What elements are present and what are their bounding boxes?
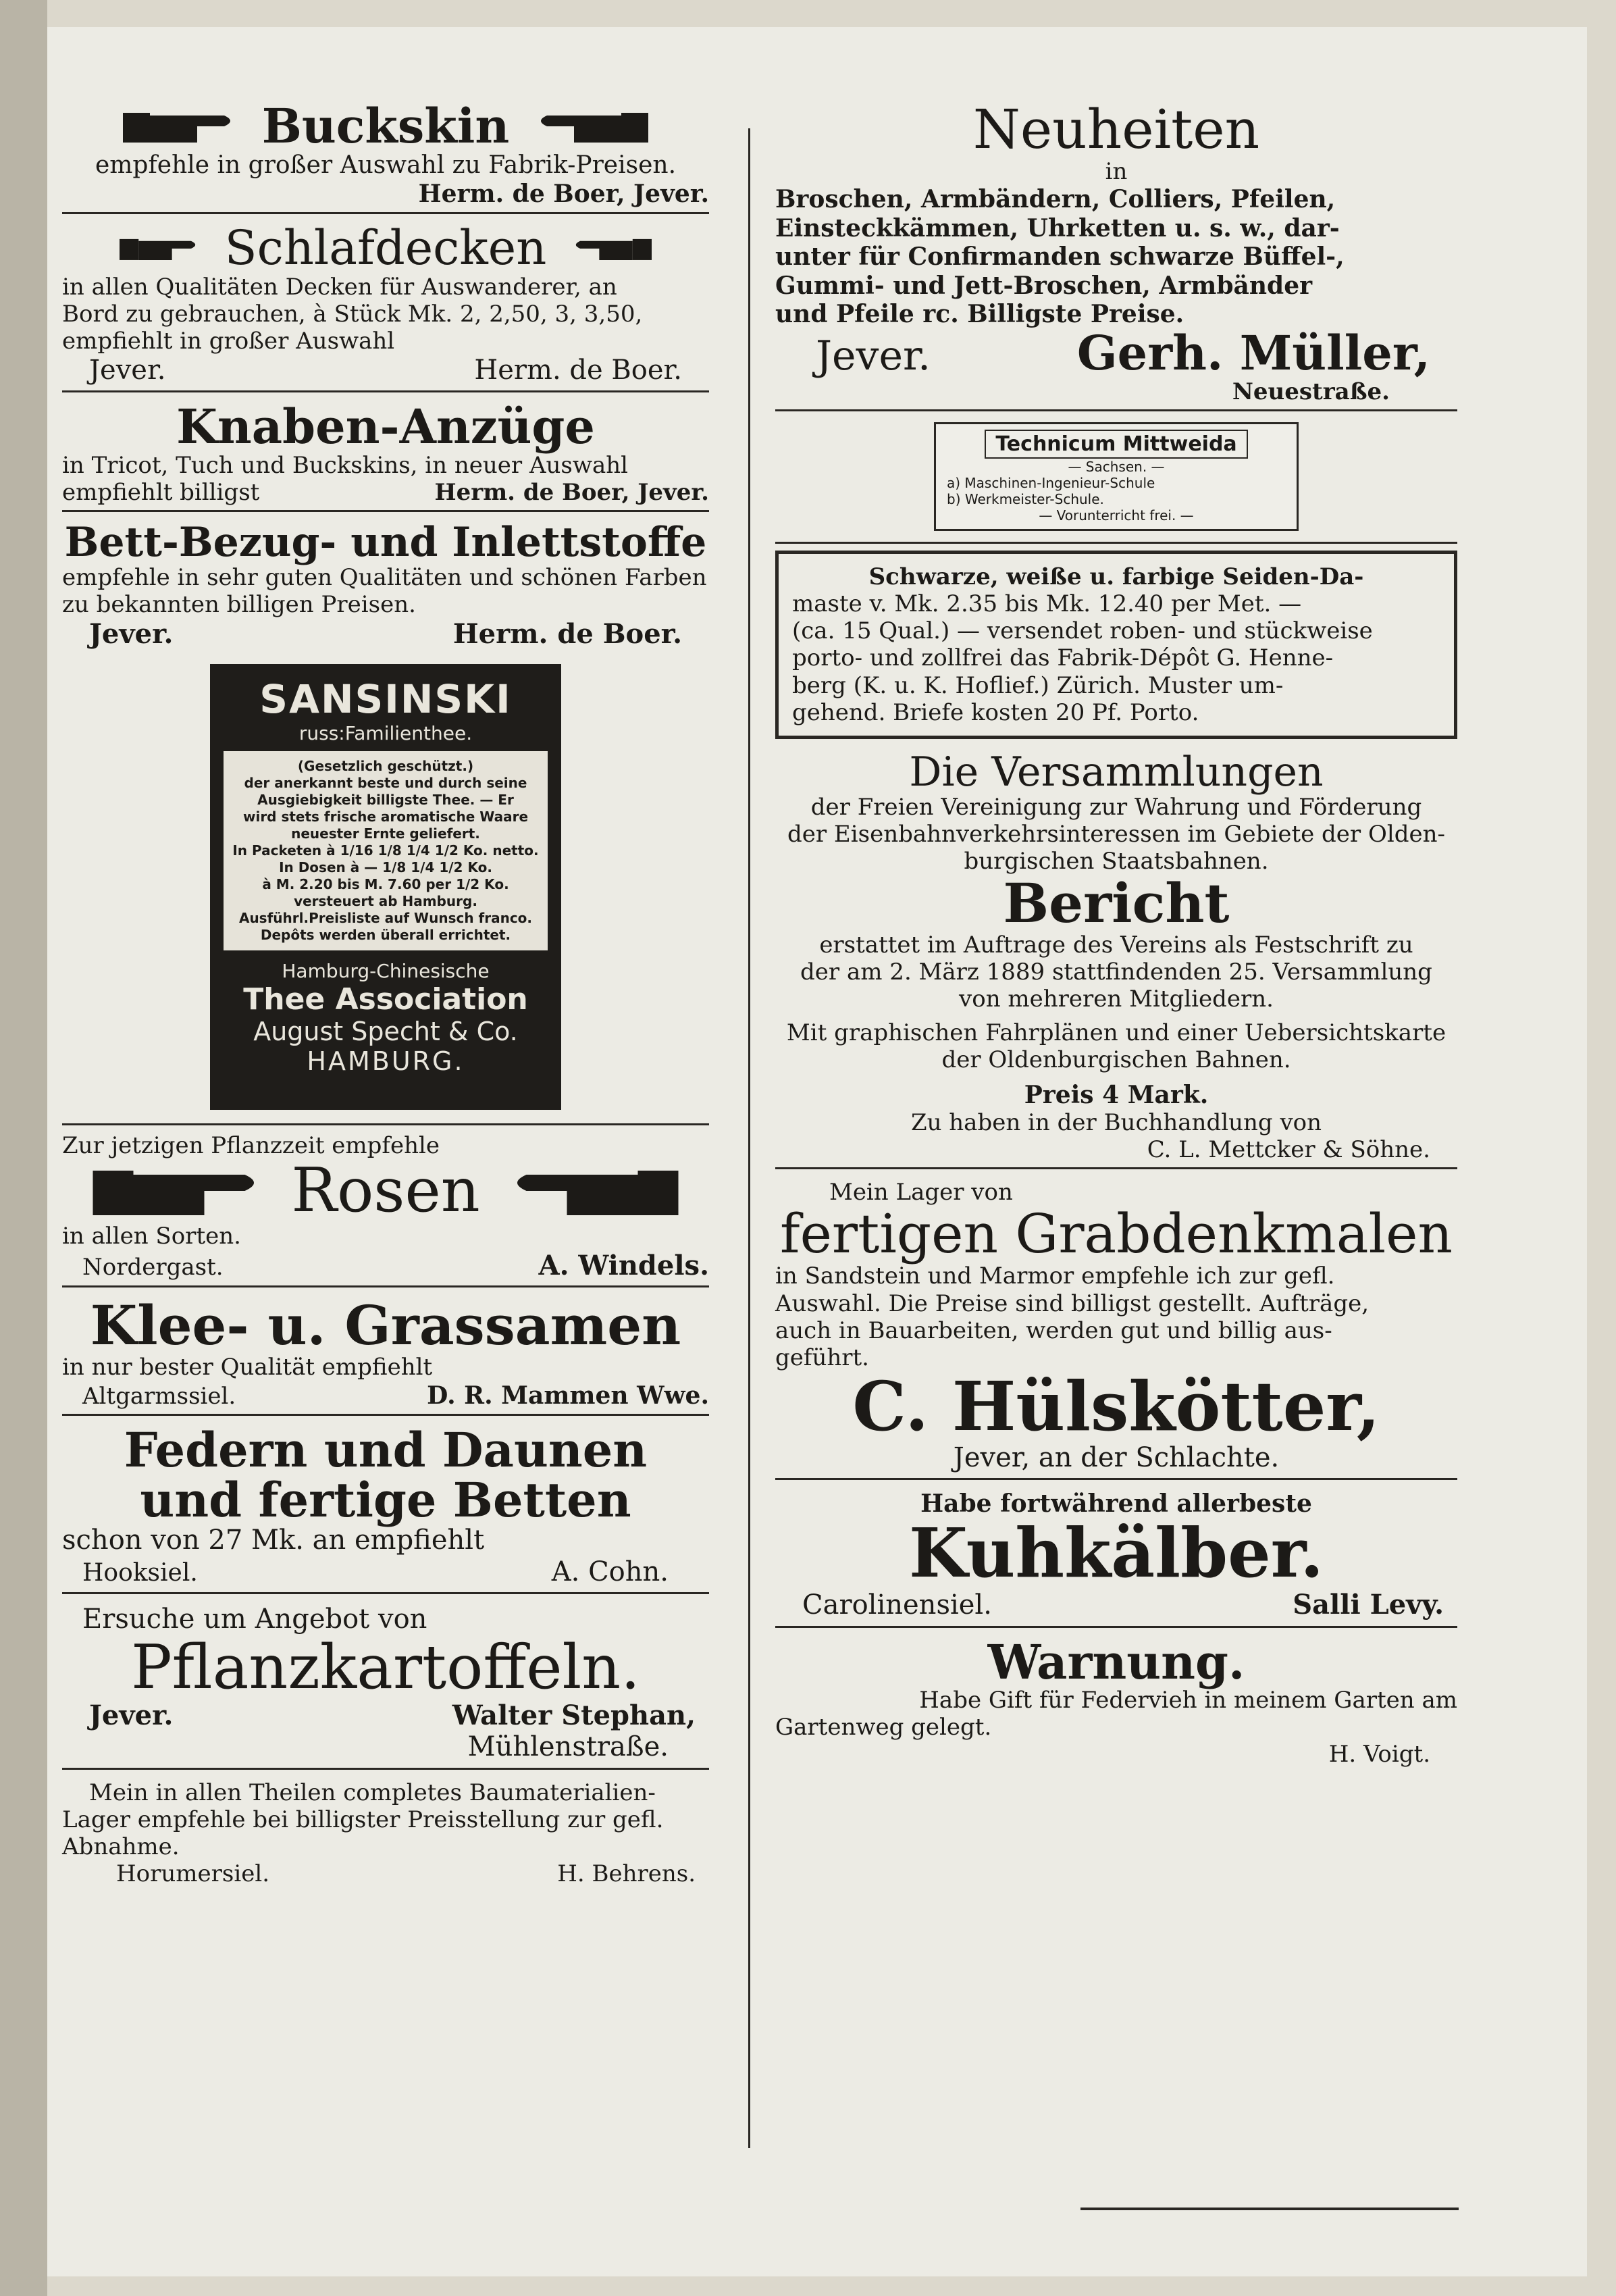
seide-line4: porto- und zollfrei das Fabrik-Dépôt G. Henne- <box>792 644 1334 672</box>
schlafdecken-line1: in allen Qualitäten Decken für Auswanderer, an <box>62 273 617 301</box>
ad-rosen <box>62 1132 709 1288</box>
bau-line3: Abnahme. <box>62 1833 180 1860</box>
divider <box>62 1123 709 1125</box>
neuheiten-line1: Broschen, Armbändern, Colliers, Pfeilen, <box>775 185 1336 214</box>
bett-signature: Herm. de Boer. <box>452 618 682 650</box>
kartoffeln-title: Pflanzkartoffeln. <box>131 1631 640 1703</box>
neuheiten-line3: unter für Confirmanden schwarze Büffel-, <box>775 243 1345 272</box>
federn-place: Hooksiel. <box>82 1559 198 1587</box>
seide-line5: berg (K. u. K. Hoflief.) Zürich. Muster um- <box>792 671 1284 699</box>
versammlungen-line1: der Freien Vereinigung zur Wahrung und Förderung <box>810 793 1422 821</box>
bett-place: Jever. <box>89 618 174 650</box>
kartoffeln-place: Jever. <box>89 1700 174 1732</box>
rosen-place: Nordergast. <box>82 1254 224 1281</box>
tea-footer-2: Thee Association <box>243 981 528 1017</box>
bett-line1: empfehle in sehr guten Qualitäten und schönen Farben <box>62 564 707 592</box>
ad-knaben-anzuege <box>62 399 709 512</box>
tea-line: Ausgiebigkeit billigste Thee. — Er <box>257 791 514 808</box>
ad-federn-daunen <box>62 1422 709 1594</box>
neuheiten-line4: Gummi- und Jett-Broschen, Armbänder <box>775 271 1313 300</box>
bau-signature: H. Behrens. <box>557 1860 696 1887</box>
divider <box>62 390 709 392</box>
ad-seiden-damaste <box>775 551 1457 739</box>
grab-line1: in Sandstein und Marmor empfehle ich zur gefl. <box>775 1262 1335 1290</box>
column-divider <box>748 128 750 2148</box>
tea-details <box>224 751 548 950</box>
tea-line: neuester Ernte geliefert. <box>291 825 480 842</box>
versammlungen-price: Preis 4 Mark. <box>1024 1080 1209 1109</box>
knaben-line2: empfiehlt billigst <box>62 479 260 507</box>
pointing-hand-right-icon <box>120 228 201 269</box>
tea-line: In Dosen à — 1/8 1/4 1/2 Ko. <box>279 859 492 875</box>
ad-warnung <box>775 1633 1457 1768</box>
pointing-hand-left-icon <box>504 1160 680 1221</box>
neuheiten-line2: Einsteckkämmen, Uhrketten u. s. w., dar- <box>775 213 1340 243</box>
divider <box>775 1626 1457 1628</box>
neuheiten-in: in <box>1105 158 1128 185</box>
klee-line1: in nur bester Qualität empfiehlt <box>62 1354 433 1381</box>
kartoffeln-pre: Ersuche um Angebot von <box>82 1604 427 1635</box>
divider <box>775 409 1457 411</box>
right-column <box>775 98 1457 1778</box>
federn-title-1: Federn und Daunen <box>124 1422 648 1479</box>
buckskin-title: Buckskin <box>261 98 510 154</box>
federn-title-2: und fertige Betten <box>140 1471 631 1528</box>
klee-place: Altgarmssiel. <box>82 1382 236 1410</box>
warnung-line1: Habe Gift für Federvieh in meinem Garten am <box>919 1687 1457 1714</box>
kuh-signature: Salli Levy. <box>1293 1589 1444 1621</box>
divider <box>62 510 709 512</box>
tea-line: In Packeten à 1/16 1/8 1/4 1/2 Ko. netto. <box>232 842 539 859</box>
grab-line4: geführt. <box>775 1344 869 1371</box>
bau-line1: Mein in allen Theilen completes Baumaterialien- <box>89 1779 656 1806</box>
federn-signature: A. Cohn. <box>551 1556 669 1588</box>
bett-title: Bett-Bezug- und Inlettstoffe <box>64 519 707 567</box>
ad-pflanzkartoffeln <box>62 1604 709 1769</box>
klee-signature: D. R. Mammen Wwe. <box>427 1381 709 1410</box>
neuheiten-line5: und Pfeile rc. Billigste Preise. <box>775 299 1184 328</box>
pointing-hand-left-icon <box>571 228 652 269</box>
seide-line6: gehend. Briefe kosten 20 Pf. Porto. <box>792 698 1199 726</box>
ad-klee-grassamen <box>62 1294 709 1416</box>
divider <box>775 1478 1457 1480</box>
divider <box>62 1285 709 1287</box>
kuh-pre: Habe fortwährend allerbeste <box>920 1489 1312 1519</box>
versammlungen-title: Die Versammlungen <box>909 748 1324 796</box>
grab-address: Jever, an der Schlachte. <box>953 1442 1280 1473</box>
ad-technicum-mittweida <box>934 422 1299 531</box>
schlafdecken-title: Schlafdecken <box>224 220 547 276</box>
tea-line: versteuert ab Hamburg. <box>294 892 477 909</box>
bottom-rule <box>1080 2208 1459 2210</box>
technicum-line-c: — Vorunterricht frei. — <box>1039 507 1194 524</box>
schlafdecken-line3: empfiehlt in großer Auswahl <box>62 328 395 355</box>
technicum-line-a: a) Maschinen-Ingenieur-Schule <box>947 475 1155 492</box>
neuheiten-signature: Gerh. Müller, <box>1076 325 1430 382</box>
tea-line: (Gesetzlich geschützt.) <box>297 757 474 774</box>
ad-neuheiten <box>775 98 1457 411</box>
divider <box>62 212 709 214</box>
tea-line: wird stets frische aromatische Waare <box>242 808 529 825</box>
rosen-line1: in allen Sorten. <box>62 1223 241 1250</box>
neuheiten-title: Neuheiten <box>972 98 1260 161</box>
kuh-title: Kuhkälber. <box>908 1513 1324 1593</box>
grab-signature: C. Hülskötter, <box>852 1366 1380 1446</box>
knaben-title: Knaben-Anzüge <box>176 399 595 455</box>
bericht-title: Bericht <box>1003 871 1230 936</box>
schlafdecken-line2: Bord zu gebrauchen, à Stück Mk. 2, 2,50, 3, 3,50, <box>62 301 643 328</box>
ad-sansinski-tea <box>210 664 561 1110</box>
tea-line: à M. 2.20 bis M. 7.60 per 1/2 Ko. <box>262 875 509 892</box>
rosen-pre: Zur jetzigen Pflanzzeit empfehle <box>62 1131 440 1159</box>
neuheiten-place: Jever. <box>816 332 931 380</box>
knaben-line1: in Tricot, Tuch und Buckskins, in neuer Auswahl <box>62 451 628 479</box>
ad-buckskin <box>62 98 709 214</box>
kartoffeln-street: Mühlenstraße. <box>467 1731 669 1763</box>
technicum-title: Technicum Mittweida <box>985 430 1247 459</box>
bau-line2: Lager empfehle bei billigster Preisstellung zur gefl. <box>62 1806 664 1833</box>
technicum-sub: — Sachsen. — <box>1068 459 1165 476</box>
pointing-hand-right-icon <box>123 106 238 147</box>
grab-line2: Auswahl. Die Preise sind billigst gestellt. Aufträge, <box>775 1290 1370 1317</box>
tea-footer-1: Hamburg-Chinesische <box>282 959 490 982</box>
tea-brand: SANSINSKI <box>259 675 512 722</box>
seide-line1: Schwarze, weiße u. farbige Seiden-Da- <box>868 563 1364 591</box>
rosen-signature: A. Windels. <box>538 1250 709 1282</box>
schlafdecken-signature: Herm. de Boer. <box>474 355 682 386</box>
versammlungen-line8: der Oldenburgischen Bahnen. <box>941 1046 1291 1074</box>
tea-subtitle: russ:Familienthee. <box>298 721 473 744</box>
federn-line1: schon von 27 Mk. an empfiehlt <box>62 1525 485 1556</box>
warnung-line2: Gartenweg gelegt. <box>775 1714 992 1741</box>
ad-versammlungen <box>775 748 1457 1170</box>
page-gutter <box>0 0 47 2296</box>
tea-line: Ausführl.Preisliste auf Wunsch franco. <box>238 909 533 926</box>
bett-line2: zu bekannten billigen Preisen. <box>62 591 416 619</box>
grab-title: fertigen Grabdenkmalen <box>779 1202 1453 1266</box>
pointing-hand-right-icon <box>91 1160 267 1221</box>
pointing-hand-left-icon <box>533 106 648 147</box>
versammlungen-line7: Mit graphischen Fahrplänen und einer Uebersichtskarte <box>786 1019 1446 1047</box>
warnung-title: Warnung. <box>987 1633 1245 1690</box>
ad-baumaterialien <box>62 1779 709 1887</box>
versammlungen-line6: von mehreren Mitgliedern. <box>959 986 1274 1013</box>
divider <box>775 1167 1457 1169</box>
versammlungen-line2: der Eisenbahnverkehrsinteressen im Gebiete der Olden- <box>787 820 1445 848</box>
tea-line: der anerkannt beste und durch seine <box>244 774 527 791</box>
ad-bett-bezug <box>62 521 709 650</box>
technicum-line-b: b) Werkmeister-Schule. <box>947 491 1104 508</box>
neuheiten-street: Neuestraße. <box>1232 378 1390 405</box>
schlafdecken-place: Jever. <box>89 355 166 386</box>
divider <box>62 1592 709 1594</box>
tea-footer-4: HAMBURG. <box>307 1046 465 1076</box>
ad-kuhkaelber <box>775 1489 1457 1628</box>
divider <box>62 1768 709 1770</box>
ad-schlafdecken <box>62 220 709 392</box>
versammlungen-line5: der am 2. März 1889 stattfindenden 25. Versammlung <box>800 959 1432 986</box>
buckskin-text: empfehle in großer Auswahl zu Fabrik-Preisen. <box>95 151 677 179</box>
divider <box>775 542 1457 544</box>
buckskin-signature: Herm. de Boer, Jever. <box>418 179 709 208</box>
versammlungen-line9: Zu haben in der Buchhandlung von <box>910 1109 1322 1137</box>
kuh-place: Carolinensiel. <box>802 1589 992 1621</box>
tea-line: Depôts werden überall errichtet. <box>260 926 511 943</box>
tea-footer-3: August Specht & Co. <box>253 1016 518 1046</box>
grab-pre: Mein Lager von <box>829 1179 1013 1206</box>
kartoffeln-signature: Walter Stephan, <box>452 1700 696 1732</box>
seide-line2: maste v. Mk. 2.35 bis Mk. 12.40 per Met. — <box>792 590 1302 618</box>
ad-grabdenkmale <box>775 1179 1457 1480</box>
bau-place: Horumersiel. <box>116 1860 270 1887</box>
seide-line3: (ca. 15 Qual.) — versendet roben- und stückweise <box>792 617 1373 645</box>
versammlungen-line4: erstattet im Auftrage des Vereins als Festschrift zu <box>819 932 1413 959</box>
klee-title: Klee- u. Grassamen <box>90 1294 681 1358</box>
knaben-signature: Herm. de Boer, Jever. <box>434 479 709 507</box>
divider <box>62 1414 709 1416</box>
rosen-title: Rosen <box>291 1154 480 1226</box>
versammlungen-line10: C. L. Mettcker & Söhne. <box>1147 1136 1430 1164</box>
grab-line3: auch in Bauarbeiten, werden gut und billig aus- <box>775 1317 1332 1344</box>
left-column <box>62 98 709 1897</box>
warnung-signature: H. Voigt. <box>1328 1741 1430 1768</box>
versammlungen-line3: burgischen Staatsbahnen. <box>964 847 1269 875</box>
